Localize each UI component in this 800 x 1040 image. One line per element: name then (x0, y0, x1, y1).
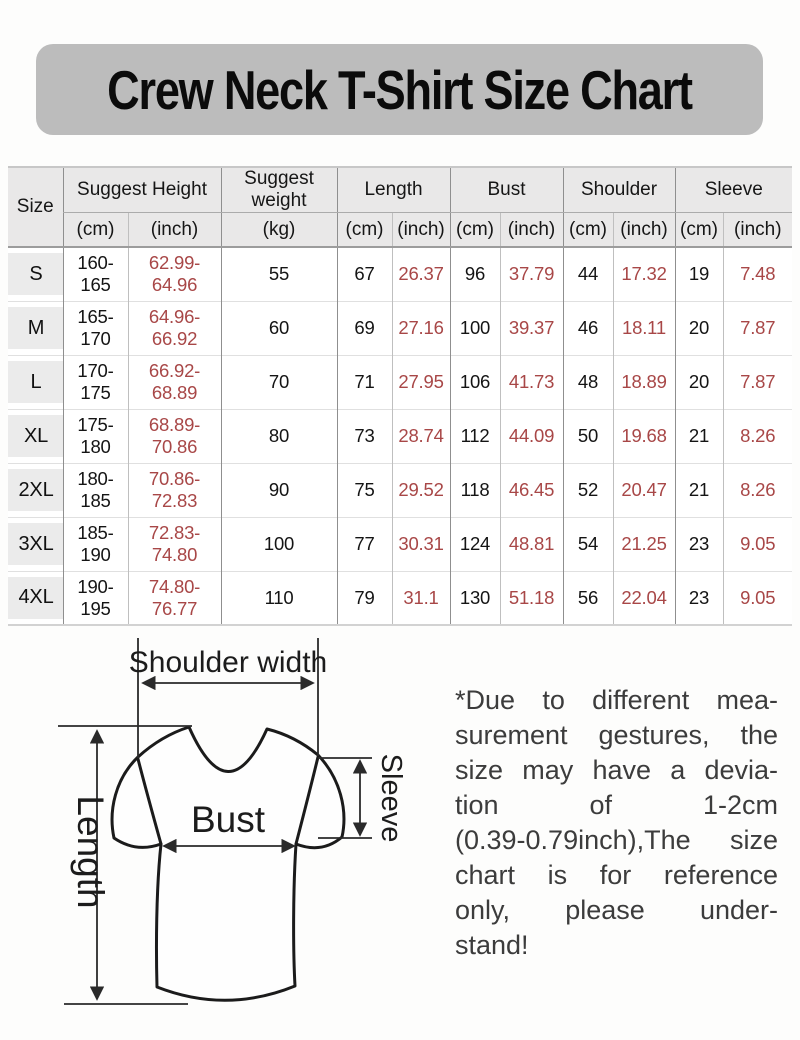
note-line: *Due to different mea- (455, 685, 778, 715)
col-header-sleeve: Sleeve (675, 167, 792, 213)
table-cell: 69 (337, 301, 392, 355)
note-line: stand! (455, 930, 529, 960)
table-cell: 30.31 (392, 517, 450, 571)
table-cell (8, 247, 63, 301)
page-title: Crew Neck T-Shirt Size Chart (107, 58, 692, 121)
table-cell: 70 (221, 355, 337, 409)
note-line: (0.39-0.79inch),The size (455, 825, 778, 855)
table-cell: 50 (563, 409, 613, 463)
subheader-sleeve-inch: (inch) (723, 213, 792, 248)
table-cell: 74.80-76.77 (128, 571, 221, 625)
measurement-disclaimer (455, 683, 778, 963)
size-table (8, 166, 792, 626)
col-header-size: Size (8, 167, 63, 247)
table-cell: 80 (221, 409, 337, 463)
table-cell: 17.32 (613, 247, 675, 301)
col-header-shoulder: Shoulder (563, 167, 675, 213)
subheader-weight-kg: (kg) (221, 213, 337, 248)
table-cell: 67 (337, 247, 392, 301)
table-cell: 48 (563, 355, 613, 409)
table-cell: 62.99-64.96 (128, 247, 221, 301)
table-cell: 39.37 (500, 301, 563, 355)
table-cell: 21 (675, 463, 723, 517)
table-cell: 54 (563, 517, 613, 571)
table-cell: 19.68 (613, 409, 675, 463)
table-cell (8, 463, 63, 517)
col-header-weight: Suggest weight (221, 167, 337, 213)
table-cell: 20 (675, 301, 723, 355)
table-cell: 160-165 (63, 247, 128, 301)
table-cell: 27.95 (392, 355, 450, 409)
table-cell (8, 355, 63, 409)
table-cell: 64.96-66.92 (128, 301, 221, 355)
size-badge: XL (8, 415, 63, 457)
table-cell: 22.04 (613, 571, 675, 625)
table-cell: 185-190 (63, 517, 128, 571)
table-cell: 8.26 (723, 463, 792, 517)
table-cell: 90 (221, 463, 337, 517)
note-line: only, please under- (455, 895, 778, 925)
note-line: surement gestures, the (455, 720, 778, 750)
table-cell: 37.79 (500, 247, 563, 301)
table-cell: 68.89-70.86 (128, 409, 221, 463)
note-line: size may have a devia- (455, 755, 778, 785)
table-cell: 48.81 (500, 517, 563, 571)
table-cell: 23 (675, 517, 723, 571)
table-row-l (8, 355, 792, 409)
table-cell: 27.16 (392, 301, 450, 355)
table-cell: 29.52 (392, 463, 450, 517)
table-cell: 96 (450, 247, 500, 301)
table-row-xl (8, 409, 792, 463)
table-cell (8, 517, 63, 571)
table-cell: 19 (675, 247, 723, 301)
subheader-shoulder-cm: (cm) (563, 213, 613, 248)
table-cell: 46.45 (500, 463, 563, 517)
bust-label: Bust (190, 799, 266, 840)
table-cell: 72.83-74.80 (128, 517, 221, 571)
size-badge: 3XL (8, 523, 63, 565)
table-row-m (8, 301, 792, 355)
table-row-2xl (8, 463, 792, 517)
table-cell: 9.05 (723, 517, 792, 571)
table-cell: 7.87 (723, 301, 792, 355)
table-group-header-row (8, 167, 792, 213)
table-cell: 77 (337, 517, 392, 571)
table-cell: 18.11 (613, 301, 675, 355)
table-cell (8, 301, 63, 355)
table-cell: 20.47 (613, 463, 675, 517)
size-badge: 2XL (8, 469, 63, 511)
table-cell: 124 (450, 517, 500, 571)
table-cell: 21 (675, 409, 723, 463)
table-cell: 118 (450, 463, 500, 517)
table-cell: 66.92-68.89 (128, 355, 221, 409)
table-cell: 44 (563, 247, 613, 301)
table-cell: 73 (337, 409, 392, 463)
table-cell: 51.18 (500, 571, 563, 625)
table-cell: 130 (450, 571, 500, 625)
subheader-bust-inch: (inch) (500, 213, 563, 248)
subheader-bust-cm: (cm) (450, 213, 500, 248)
table-cell: 79 (337, 571, 392, 625)
shoulder-width-label: Shoulder width (128, 646, 328, 679)
table-cell (8, 571, 63, 625)
table-cell: 75 (337, 463, 392, 517)
note-line: tion of 1-2cm (455, 790, 778, 820)
table-cell: 8.26 (723, 409, 792, 463)
table-cell: 100 (450, 301, 500, 355)
tshirt-measurement-diagram (30, 630, 450, 1040)
table-cell: 165-170 (63, 301, 128, 355)
col-header-bust: Bust (450, 167, 563, 213)
table-cell: 9.05 (723, 571, 792, 625)
table-row-4xl (8, 571, 792, 625)
table-cell: 100 (221, 517, 337, 571)
table-cell: 31.1 (392, 571, 450, 625)
size-badge: M (8, 307, 63, 349)
table-cell: 71 (337, 355, 392, 409)
table-cell: 7.48 (723, 247, 792, 301)
table-cell: 28.74 (392, 409, 450, 463)
table-cell: 180-185 (63, 463, 128, 517)
table-cell: 52 (563, 463, 613, 517)
subheader-length-inch: (inch) (392, 213, 450, 248)
title-banner (36, 44, 763, 135)
table-row-3xl (8, 517, 792, 571)
subheader-shoulder-inch: (inch) (613, 213, 675, 248)
table-cell: 7.87 (723, 355, 792, 409)
table-cell: 110 (221, 571, 337, 625)
table-cell: 41.73 (500, 355, 563, 409)
sleeve-label: Sleeve (375, 753, 407, 843)
table-subheader-row (8, 213, 792, 248)
table-cell: 170-175 (63, 355, 128, 409)
subheader-length-cm: (cm) (337, 213, 392, 248)
table-cell: 46 (563, 301, 613, 355)
table-cell: 106 (450, 355, 500, 409)
col-header-height: Suggest Height (63, 167, 221, 213)
table-cell: 60 (221, 301, 337, 355)
size-badge: S (8, 253, 63, 295)
size-badge: 4XL (8, 577, 63, 619)
table-cell (8, 409, 63, 463)
table-cell: 70.86-72.83 (128, 463, 221, 517)
length-label: Length (70, 795, 111, 909)
table-cell: 55 (221, 247, 337, 301)
tshirt-outline (112, 727, 344, 1000)
note-line: chart is for reference (455, 860, 778, 890)
table-cell: 190-195 (63, 571, 128, 625)
subheader-sleeve-cm: (cm) (675, 213, 723, 248)
table-cell: 112 (450, 409, 500, 463)
table-cell: 20 (675, 355, 723, 409)
table-cell: 26.37 (392, 247, 450, 301)
size-badge: L (8, 361, 63, 403)
table-cell: 175-180 (63, 409, 128, 463)
col-header-length: Length (337, 167, 450, 213)
table-row-s (8, 247, 792, 301)
table-cell: 23 (675, 571, 723, 625)
table-cell: 56 (563, 571, 613, 625)
subheader-height-cm: (cm) (63, 213, 128, 248)
table-cell: 21.25 (613, 517, 675, 571)
subheader-height-inch: (inch) (128, 213, 221, 248)
table-cell: 18.89 (613, 355, 675, 409)
table-cell: 44.09 (500, 409, 563, 463)
